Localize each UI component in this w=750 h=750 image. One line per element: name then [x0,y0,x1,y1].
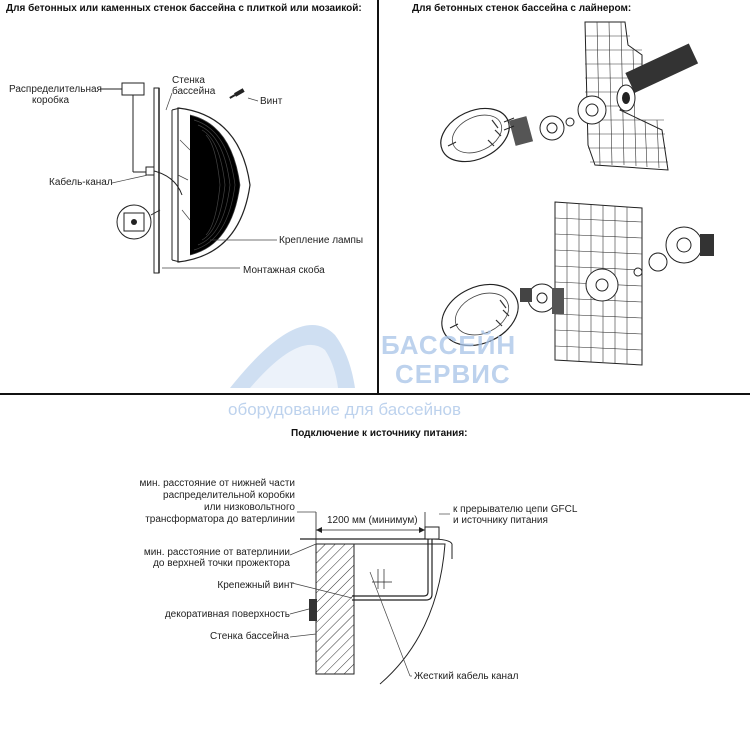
min-dist-label-4: трансформатора до ватерлинии [145,514,295,525]
dimension-label: 1200 мм (минимум) [327,515,418,526]
watermark-line1: БАССЕЙН [381,330,517,360]
gfcl-label-1: к прерывателю цепи GFCL [453,504,578,515]
min-dist-label-1: мин. расстояние от нижней части [139,478,295,489]
rigid-conduit-label: Жесткий кабель канал [414,671,519,682]
panel-power-connection [0,394,750,750]
cable-channel-label: Кабель-канал [49,177,113,188]
min-dist-label-3: или низковольтного [204,502,295,513]
panel-title: Для бетонных стенок бассейна с лайнером: [412,3,632,14]
fix-screw-label: Крепежный винт [217,580,294,591]
min-dist-label-2: распределительной коробки [163,490,295,501]
lamp-mount-label: Крепление лампы [279,235,364,246]
waterline-label-2: до верхней точки прожектора [153,558,290,569]
watermark-line2: СЕРВИС [395,359,511,389]
panel-title: Для бетонных или каменных стенок бассейна с плиткой или мозаикой: [6,3,362,14]
power-connection-diagram [0,394,750,750]
watermark-tagline: оборудование для бассейнов [228,400,461,419]
wall-label-2: бассейна [172,86,216,97]
panel-title: Подключение к источнику питания: [291,428,468,439]
waterline-label-1: мин. расстояние от ватерлинии [143,547,290,558]
mount-bracket-label: Монтажная скоба [243,265,325,276]
pool-wall-label: Стенка бассейна [210,631,289,642]
junction-box-label-2: коробка [32,95,70,106]
gfcl-label-2: и источнику питания [453,515,548,526]
screw-label: Винт [260,96,283,107]
decor-surface-label: декоративная поверхность [164,609,290,620]
wall-label-1: Стенка [172,75,205,86]
junction-box-label-1: Распределительная [9,84,102,95]
